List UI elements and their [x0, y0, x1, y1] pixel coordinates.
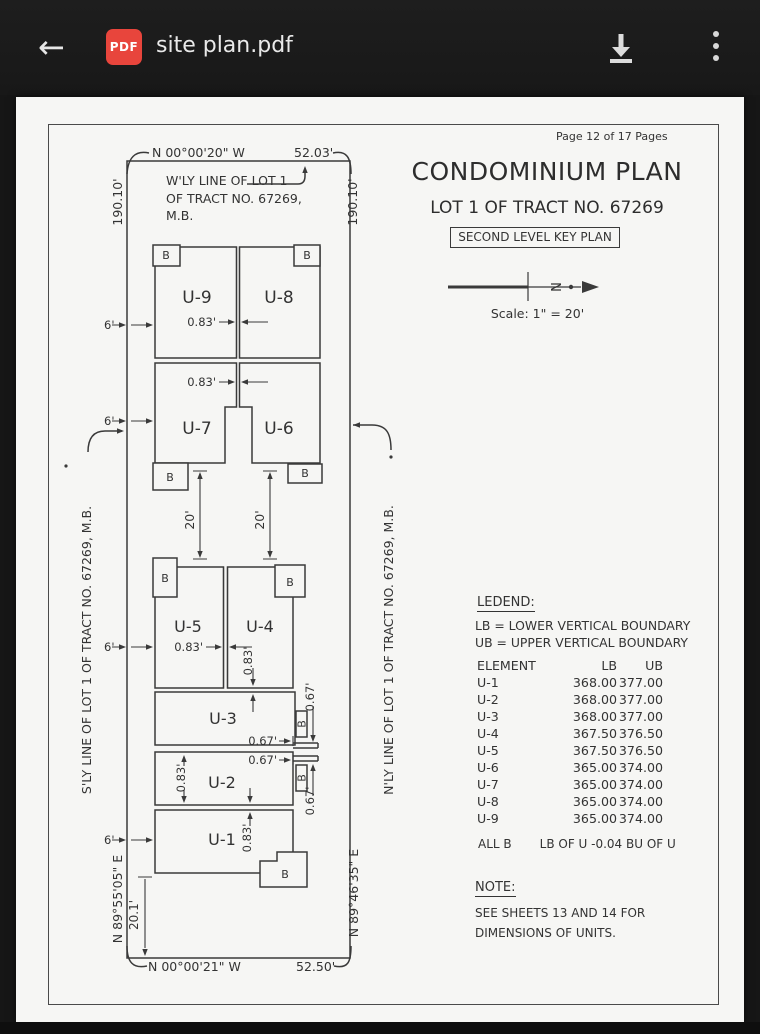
- dim-067: 0.67': [303, 786, 317, 816]
- unit-u4: U-4: [246, 617, 274, 636]
- dim-067: 0.67': [248, 753, 277, 767]
- dim-6ft: 6': [104, 318, 115, 332]
- note-heading: NOTE:: [475, 880, 516, 895]
- scale-label: Scale: 1" = 20': [490, 306, 585, 321]
- legend-heading: LEDEND:: [477, 595, 535, 610]
- lb-definition: LB = LOWER VERTICAL BOUNDARY: [475, 618, 691, 633]
- unit-u9: U-9: [182, 288, 212, 308]
- dim-20ft: 20': [182, 510, 197, 530]
- dim-083: 0.83': [187, 315, 216, 329]
- col-lb: LB: [601, 658, 617, 673]
- table-row: U-2 368.00 377.00: [477, 692, 663, 707]
- length-top: 52.03': [294, 145, 334, 160]
- north-arrow: [448, 272, 599, 301]
- unit-u5: U-5: [174, 617, 202, 636]
- bearing-right: N 89°46'35" E: [346, 848, 361, 938]
- dim-20ft: 20': [252, 510, 267, 530]
- table-row: U-6 365.00 374.00: [477, 760, 663, 775]
- unit-u7: U-7: [182, 419, 212, 439]
- dim-067: 0.67': [303, 682, 317, 712]
- table-row: U-8 365.00 374.00: [477, 794, 663, 809]
- all-b-label: ALL B: [478, 837, 512, 851]
- sly-line: S'LY LINE OF LOT 1 OF TRACT NO. 67269, M.B.: [79, 505, 94, 795]
- unit-u2: U-2: [208, 773, 236, 792]
- svg-text:B: B: [161, 572, 169, 585]
- length-right: 190.10': [345, 178, 360, 226]
- dim-067: 0.67': [248, 734, 277, 748]
- table-row: U-5 367.50 376.50: [477, 743, 663, 758]
- table-row: U-7 365.00 374.00: [477, 777, 663, 792]
- bearing-bottom: N 00°00'21" W: [148, 959, 241, 974]
- dim-083: 0.83': [187, 375, 216, 389]
- svg-text:B: B: [281, 868, 289, 881]
- length-left: 190.10': [110, 178, 125, 226]
- wly-line-3: M.B.: [166, 208, 194, 223]
- wly-line-1: W'LY LINE OF LOT 1: [166, 173, 288, 188]
- table-row: U-9 365.00 374.00: [477, 811, 663, 826]
- unit-u3: U-3: [209, 709, 237, 728]
- dim-083: 0.83': [240, 823, 254, 853]
- col-ub: UB: [645, 658, 663, 673]
- back-button[interactable]: ←: [38, 28, 65, 66]
- key-plan-label: SECOND LEVEL KEY PLAN: [450, 227, 620, 248]
- svg-text:B: B: [303, 249, 311, 262]
- unit-u6: U-6: [264, 419, 294, 439]
- svg-text:B: B: [286, 576, 294, 589]
- unit-u1: U-1: [208, 830, 236, 849]
- dim-6ft: 6': [104, 640, 115, 654]
- svg-text:B: B: [301, 467, 309, 480]
- table-row: U-4 367.50 376.50: [477, 726, 663, 741]
- dim-083: 0.83': [241, 646, 255, 676]
- table-row: U-3 368.00 377.00: [477, 709, 663, 724]
- dim-20-1ft: 20.1': [127, 899, 141, 931]
- svg-text:B: B: [166, 471, 174, 484]
- bearing-left: N 89°55'05" E: [110, 854, 125, 944]
- sheet-subtitle: LOT 1 OF TRACT NO. 67269: [430, 198, 664, 218]
- nly-line: N'LY LINE OF LOT 1 OF TRACT NO. 67269, M.B.: [381, 505, 396, 795]
- sheet-title: CONDOMINIUM PLAN: [411, 157, 683, 186]
- unit-u8: U-8: [264, 288, 294, 308]
- dim-6ft: 6': [104, 833, 115, 847]
- dim-083: 0.83': [174, 640, 203, 654]
- ub-definition: UB = UPPER VERTICAL BOUNDARY: [475, 635, 688, 650]
- pdf-file-icon: PDF: [106, 29, 142, 65]
- col-element: ELEMENT: [477, 658, 536, 673]
- north-symbol: N: [547, 282, 562, 292]
- table-row: U-1 368.00 377.00: [477, 675, 663, 690]
- svg-text:B: B: [162, 249, 170, 262]
- note-body: SEE SHEETS 13 AND 14 FOR DIMENSIONS OF UNITS.: [475, 906, 646, 940]
- page-indicator: Page 12 of 17 Pages: [556, 130, 668, 143]
- dim-6ft: 6': [104, 414, 115, 428]
- pdf-page-canvas[interactable]: [16, 97, 744, 1022]
- svg-text:B: B: [295, 774, 309, 782]
- svg-text:B: B: [295, 720, 309, 728]
- all-b-value: LB OF U -0.04 BU OF U: [539, 837, 676, 851]
- bearing-top: N 00°00'20" W: [152, 145, 245, 160]
- dim-083: 0.83': [174, 763, 188, 793]
- document-title: site plan.pdf: [156, 33, 293, 58]
- length-bottom: 52.50': [296, 959, 336, 974]
- bottom-bar: [0, 1022, 760, 1034]
- wly-line-2: OF TRACT NO. 67269,: [166, 191, 302, 206]
